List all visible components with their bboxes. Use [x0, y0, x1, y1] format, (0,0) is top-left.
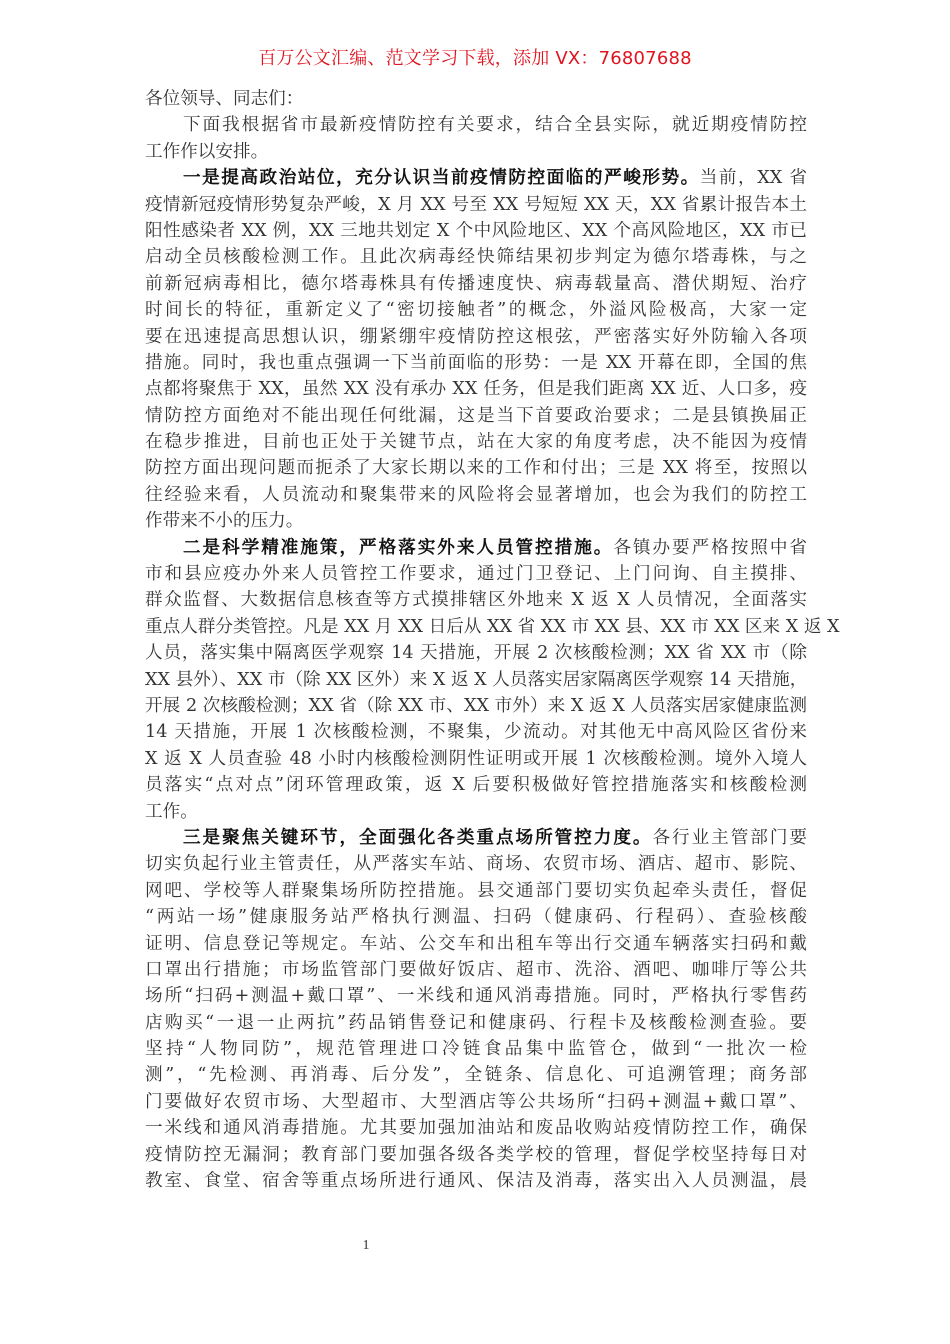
paragraph-line: 一米线和通风消毒措施。尤其要加强加油站和废品收购站疫情防控工作，确保 [145, 1118, 807, 1139]
section-2-first-line [145, 535, 807, 561]
intro-line: 下面我根据省市最新疫情防控有关要求，结合全县实际，就近期疫情防控 [183, 115, 807, 136]
paragraph-line: 防控方面出现问题而扼杀了大家长期以来的工作和付出；三是 XX 将至，按照以 [145, 458, 807, 479]
paragraph-line: 员落实“点对点”闭环管理政策，返 X 后要积极做好管控措施落实和核酸检测 [145, 775, 807, 796]
paragraph-line: 教室、食堂、宿舍等重点场所进行通风、保洁及消毒，落实出入人员测温，晨 [145, 1171, 807, 1192]
section-3-first-line [145, 825, 807, 851]
paragraph-line: 情防控方面绝对不能出现任何纰漏，这是当下首要政治要求；二是县镇换届正 [145, 405, 807, 426]
paragraph-line: 措施。同时，我也重点强调一下当前面临的形势：一是 XX 开幕在即，全国的焦 [145, 352, 807, 373]
paragraph-text: 各镇办要严格按照中省 [613, 537, 807, 558]
section-heading: 二是科学精准施策，严格落实外来人员管控措施。 [183, 536, 614, 558]
paragraph-line: 在稳步推进，目前也正处于关键节点，站在大家的角度考虑，决不能因为疫情 [145, 432, 807, 453]
paragraph-line: 重点人群分类管控。凡是 XX 月 XX 日后从 XX 省 XX 市 XX 县、XX 市 XX 区来 X 返 X [145, 616, 840, 637]
paragraph-line: 疫情新冠疫情形势复杂严峻，X 月 XX 号至 XX 号短短 XX 天，XX 省累计报告本土 [145, 194, 807, 215]
section-heading: 一是提高政治站位，充分认识当前疫情防控面临的严峻形势。 [183, 167, 700, 189]
paragraph-line: 作带来不小的压力。 [145, 511, 304, 532]
paragraph-line: 坚持“人物同防”，规范管理进口冷链食品集中监管仓，做到“一批次一检 [145, 1039, 807, 1060]
paragraph-line: 前新冠病毒相比，德尔塔毒株具有传播速度快、病毒载量高、潜伏期短、治疗 [145, 273, 807, 294]
paragraph-line: 启动全员核酸检测工作。且此次病毒经快筛结果初步判定为德尔塔毒株，与之 [145, 247, 807, 268]
paragraph-line: 口罩出行措施；市场监管部门要做好饭店、超市、洗浴、酒吧、咖啡厅等公共 [145, 959, 807, 980]
paragraph-line: 往经验来看，人员流动和聚集带来的风险将会显著增加，也会为我们的防控工 [145, 484, 807, 505]
paragraph-line: 测”，“先检测、再消毒、后分发”，全链条、信息化、可追溯管理；商务部 [145, 1065, 807, 1086]
paragraph-line: X 返 X 人员查验 48 小时内核酸检测阴性证明或开展 1 次核酸检测。境外入境人 [145, 748, 807, 769]
paragraph-line: 时间长的特征，重新定义了“密切接触者”的概念，外溢风险极高，大家一定 [145, 300, 807, 321]
paragraph-line: 人员，落实集中隔离医学观察 14 天措施，开展 2 次核酸检测；XX 省 XX 市（除 [145, 643, 807, 664]
paragraph-line: 市和县应疫办外来人员管控工作要求，通过门卫登记、上门问询、自主摸排、 [145, 564, 807, 585]
paragraph-line: 群众监督、大数据信息核查等方式摸排辖区外地来 X 返 X 人员情况，全面落实 [145, 590, 807, 611]
paragraph-line: 证明、信息登记等规定。车站、公交车和出租车等出行交通车辆落实扫码和戴 [145, 933, 807, 954]
document-body [145, 86, 840, 1194]
paragraph-line: 场所“扫码+测温+戴口罩”、一米线和通风消毒措施。同时，严格执行零售药 [145, 986, 807, 1007]
paragraph-line: 切实负起行业主管责任，从严落实车站、商场、农贸市场、酒店、超市、影院、 [145, 854, 807, 875]
watermark-banner: 百万公文汇编、范文学习下载，添加 VX：76807688 [258, 48, 692, 69]
paragraph-line: 14 天措施，开展 1 次核酸检测，不聚集，少流动。对其他无中高风险区省份来 [145, 722, 807, 743]
paragraph-line: 疫情防控无漏洞；教育部门要加强各级各类学校的管理，督促学校坚持每日对 [145, 1144, 807, 1165]
paragraph-line: “两站一场”健康服务站严格执行测温、扫码（健康码、行程码）、查验核酸 [145, 907, 807, 928]
paragraph-line: 阳性感染者 XX 例，XX 三地共划定 X 个中风险地区、XX 个高风险地区，XX 市已 [145, 220, 807, 241]
paragraph-text: 各行业主管部门要 [652, 827, 807, 848]
paragraph-line: XX 县外）、XX 市（除 XX 区外）来 X 返 X 人员落实居家隔离医学观察 14 天措施， [145, 669, 808, 690]
paragraph-line: 要在迅速提高思想认识，绷紧绷牢疫情防控这根弦，严密落实好外防输入各项 [145, 326, 807, 347]
paragraph-line: 店购买“一退一止两抗”药品销售登记和健康码、行程卡及核酸检测查验。要 [145, 1012, 807, 1033]
section-heading: 三是聚焦关键环节，全面强化各类重点场所管控力度。 [183, 826, 653, 848]
paragraph-line: 点都将聚焦于 XX，虽然 XX 没有承办 XX 任务，但是我们距离 XX 近、人口多，疫 [145, 379, 807, 400]
section-1-first-line [145, 165, 807, 191]
paragraph-line: 网吧、学校等人群聚集场所防控措施。县交通部门要切实负起牵头责任，督促 [145, 880, 807, 901]
intro-line: 工作作以安排。 [145, 141, 269, 162]
paragraph-line: 工作。 [145, 801, 198, 822]
paragraph-text: 当前，XX 省 [699, 168, 807, 189]
page-number: 1 [362, 1238, 370, 1253]
paragraph-line: 开展 2 次核酸检测；XX 省（除 XX 市、XX 市外）来 X 返 X 人员落实居家健康监测 [145, 695, 807, 716]
salutation: 各位领导、同志们： [145, 89, 304, 109]
paragraph-line: 门要做好农贸市场、大型超市、大型酒店等公共场所“扫码+测温+戴口罩”、 [145, 1091, 807, 1112]
